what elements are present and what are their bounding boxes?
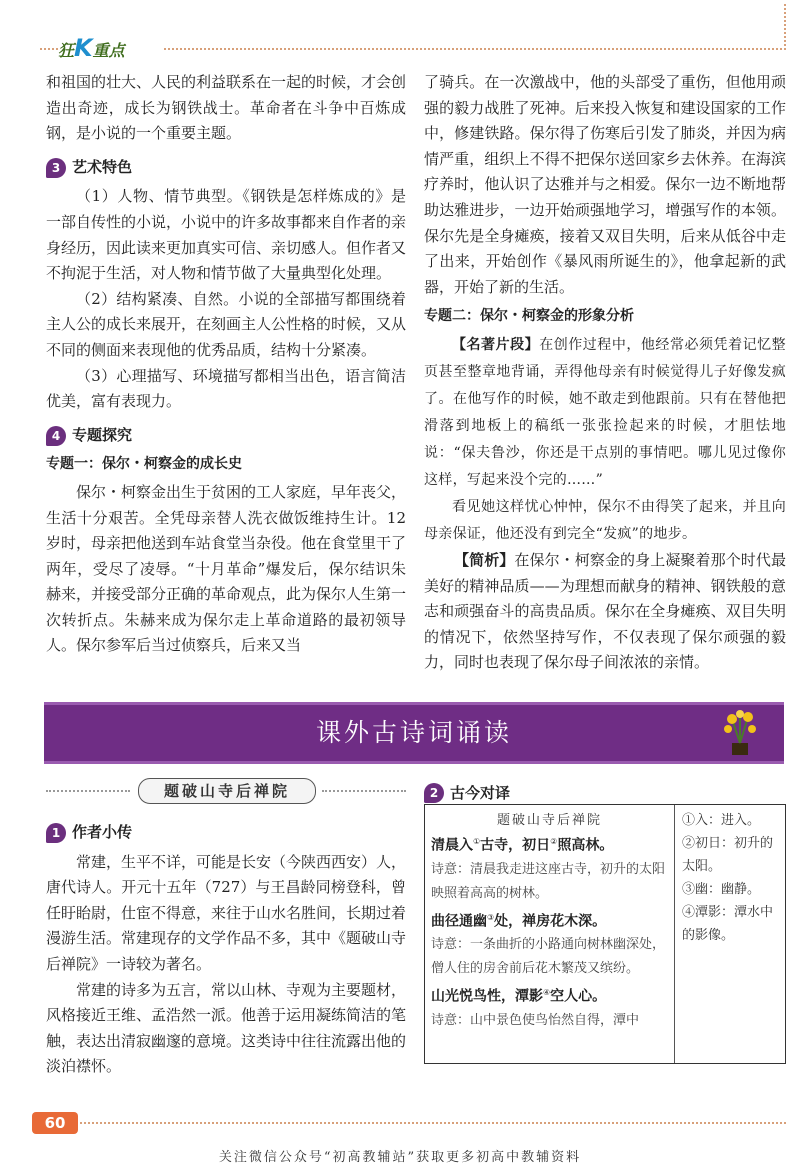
section-author-bio (46, 820, 406, 846)
poem-title-row (46, 778, 406, 804)
section-number-badge: 1 (46, 823, 66, 843)
dotted-rule (46, 790, 130, 792)
note-3: ③幽：幽静。 (682, 882, 761, 897)
brand-logo (58, 34, 162, 66)
excerpt-label: 【名著片段】 (452, 336, 540, 353)
art-point-3: （3）心理描写、环境描写都相当出色，语言简洁优美，富有表现力。 (46, 366, 406, 411)
analysis-label: 【简析】 (454, 550, 515, 569)
note-4: ④潭影：潭水中的影像。 (682, 905, 774, 943)
header-dotted-edge (784, 4, 786, 50)
art-point-1: （1）人物、情节典型。《钢铁是怎样炼成的》是一部自传性的小说，小说中的许多故事都来自作者的亲身经历，因此读来更加真实可信、亲切感人。但作者又不拘泥于生活，对人物和情节做了大量典型化处理。 (46, 187, 407, 283)
section-number-badge: 4 (46, 426, 66, 446)
section-banner (44, 702, 784, 764)
note-2: ②初日：初升的太阳。 (682, 836, 774, 874)
bio-paragraph-2: 常建的诗多为五言，常以山林、寺观为主要题材，风格接近王维、孟浩然一派。他善于运用凝练简洁的笔触，表达出清寂幽邃的意境。这类诗中往往流露出他的淡泊襟怀。 (46, 980, 407, 1076)
art-point-2: （2）结构紧凑、自然。小说的全部描写都围绕着主人公的成长来展开，在刻画主人公性格的时候，又从不同的侧面来表现他的优秀品质，结构十分紧凑。 (46, 289, 407, 359)
section-number-badge: 2 (424, 783, 444, 803)
section-title: 作者小传 (72, 823, 133, 841)
section-topic-study (46, 423, 406, 449)
topic-1-text: 保尔・柯察金出生于贫困的工人家庭，早年丧父，生活十分艰苦。全凭母亲替人洗衣做饭维持生计。12岁时，母亲把他送到车站食堂当杂役。他在食堂里干了两年，受尽了凌辱。“十月革命”爆发后，保尔结识朱赫来，并接受部分正确的革命观点，此为保尔人生第一次转折点。朱赫来成为保尔走上革命道路的最初领导人。保尔参军后当过侦察兵，后来又当 (46, 482, 407, 655)
footer-notice: 关注微信公众号“初高教辅站”获取更多初高中教辅资料 (218, 1150, 582, 1165)
translation-table (424, 804, 786, 1064)
topic-1-heading: 专题一：保尔・柯察金的成长史 (46, 456, 242, 473)
brand-k: K (74, 34, 93, 62)
left-column (46, 70, 406, 659)
brand-suffix: 重点 (92, 41, 125, 60)
author-bio-column (46, 812, 406, 1080)
poem-meaning-3: 诗意：山中景色使鸟怡然自得，潭中 (431, 1012, 640, 1028)
poem-line-2: 曲径通幽③处，禅房花木深。 (431, 912, 607, 930)
analysis-text: 在保尔・柯察金的身上凝聚着那个时代最美好的精神品质——为理想而献身的精神、钢铁般的意志和顽强奋斗的高贵品质。保尔在全身瘫痪、双目失明的情况下，依然坚持写作，不仅表现了保尔顽强的毅力，同时也表现了保尔母子间浓浓的亲情。 (424, 550, 786, 672)
section-number-badge: 3 (46, 158, 66, 178)
analysis-paragraph (424, 548, 786, 676)
bio-paragraph-1: 常建，生平不详，可能是长安（今陕西西安）人，唐代诗人。开元十五年（727）与王昌龄同榜登科，曾任盱眙尉，仕宦不得意，来往于山水名胜间，长期过着漫游生活。常建现存的文学作品不多，其中《题破山寺后禅院》一诗较为著名。 (46, 852, 407, 973)
poem-lines-cell (425, 805, 675, 1063)
intro-paragraph: 和祖国的壮大、人民的利益联系在一起的时候，才会创造出奇迹，成长为钢铁战士。革命者在斗争中百炼成钢，是小说的一个重要主题。 (46, 73, 407, 143)
excerpt-text: 在创作过程中，他经常必须凭着记忆整页甚至整章地背诵，弄得他母亲有时候觉得儿子好像发疯了。在他写作的时候，她不敢走到他跟前。只有在替他把滑落到地板上的稿纸一张张捡起来的时候，才胆怯地说：“保夫鲁沙，你还是干点别的事情吧。哪儿见过像你这样，写起来没个完的……” (424, 336, 786, 488)
excerpt-paragraph-1 (424, 332, 786, 494)
banner-title: 课外古诗词诵读 (315, 718, 512, 747)
poem-line-3: 山光悦鸟性，潭影④空人心。 (431, 988, 607, 1005)
notes-cell (676, 805, 785, 1063)
flower-pot-icon (718, 709, 762, 757)
poem-line-1: 清晨入①古寺，初日②照高林。 (431, 837, 614, 854)
footer-dotted-line (80, 1122, 786, 1124)
section-art-features (46, 155, 406, 181)
section-translation (424, 782, 510, 803)
brand-prefix: 狂 (58, 41, 75, 60)
section-title: 古今对译 (450, 784, 511, 802)
poem-meaning-2: 诗意：一条曲折的小路通向树林幽深处，僧人住的房舍前后花木繁茂又缤纷。 (431, 937, 666, 977)
section-title: 艺术特色 (72, 157, 133, 176)
topic-2-heading: 专题二：保尔・柯察金的形象分析 (424, 308, 634, 325)
note-1: ①入：进入。 (682, 813, 761, 828)
dotted-rule (322, 790, 406, 792)
box-poem-title: 题破山寺后禅院 (496, 813, 602, 828)
excerpt-paragraph-2: 看见她这样忧心忡忡，保尔不由得笑了起来，并且向母亲保证，他还没有到完全“发疯”的地步。 (424, 498, 786, 542)
page-number: 60 (32, 1112, 78, 1134)
poem-title: 题破山寺后禅院 (138, 778, 316, 804)
topic-1-continued: 了骑兵。在一次激战中，他的头部受了重伤，但他用顽强的毅力战胜了死神。后来投入恢复和建设国家的工作中，修建铁路。保尔得了伤寒后引发了肺炎，并因为病情严重，组织上不得不把保尔送回家乡去休养。在海滨疗养时，他认识了达雅并与之相爱。保尔一边不断地帮助达雅进步，一边开始顽强地学习，增强写作的本领。保尔先是全身瘫痪，接着又双目失明，后来从低谷中走了出来，开始创作《暴风雨所诞生的》，他拿起新的武器，开始了新的生活。 (424, 73, 786, 296)
section-title: 专题探究 (72, 425, 133, 444)
right-column (424, 70, 786, 676)
poem-meaning-1: 诗意：清晨我走进这座古寺，初升的太阳映照着高高的树林。 (431, 861, 666, 901)
